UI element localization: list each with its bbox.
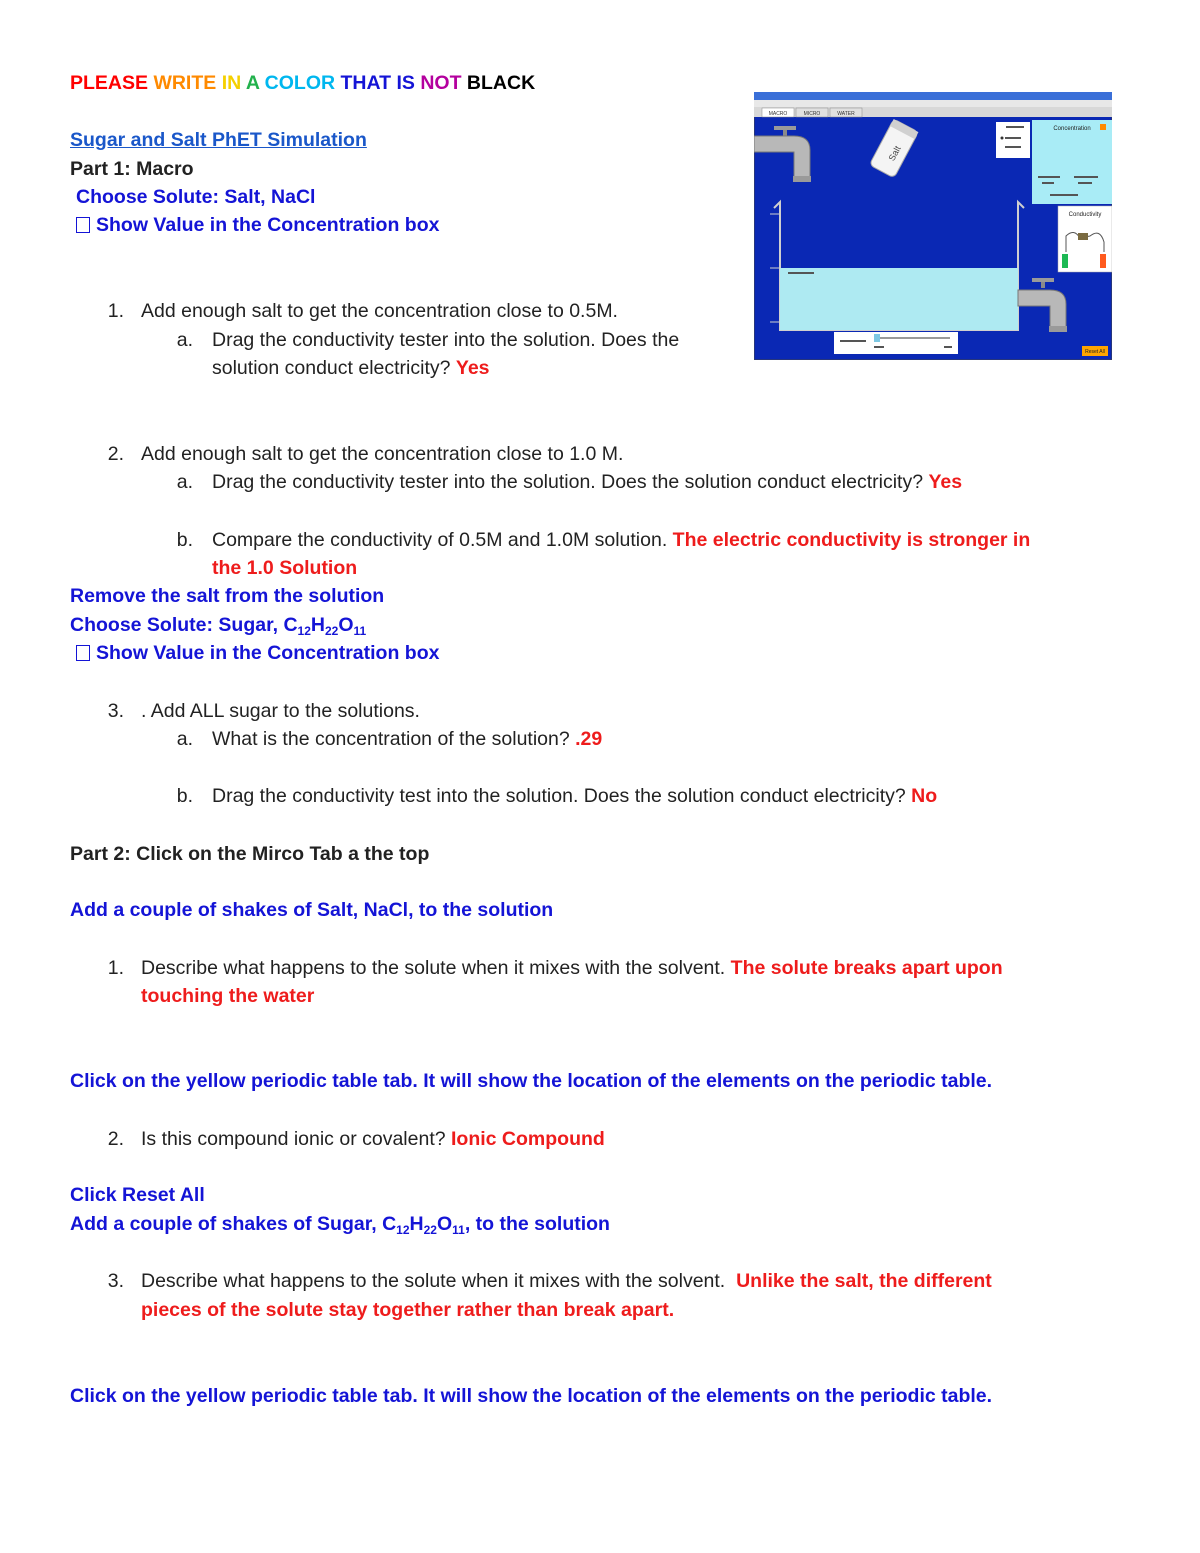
- solvent-slider: [834, 332, 958, 354]
- q1-number: 1.: [107, 300, 124, 322]
- p2q3-answer: Unlike the salt, the different: [736, 1270, 992, 1292]
- svg-text:Reset All: Reset All: [1085, 349, 1105, 355]
- header-word: COLOR: [264, 72, 341, 94]
- part2-heading: Part 2: Click on the Mirco Tab a the top: [70, 843, 430, 865]
- instruction-header: [70, 69, 535, 97]
- p2q2-answer: Ionic Compound: [451, 1128, 605, 1150]
- q3-number: 3.: [107, 700, 124, 722]
- q1-text: Add enough salt to get the concentration close to 0.5M.: [141, 300, 618, 322]
- p2q3-answer-cont: pieces of the solute stay together rather than break apart.: [141, 1299, 675, 1321]
- svg-text:WATER: WATER: [837, 111, 855, 117]
- q1a-label: a.: [176, 329, 193, 351]
- p2q1-text: Describe what happens to the solute when it mixes with the solvent. The solute breaks apart upon: [141, 957, 1003, 979]
- sim-title-bar: [754, 92, 1112, 100]
- q3a-text: What is the concentration of the solution? .29: [212, 728, 603, 750]
- q3b-label: b.: [176, 785, 193, 807]
- svg-text:MACRO: MACRO: [768, 111, 788, 117]
- periodic-table-instruction-2: Click on the yellow periodic table tab. It will show the location of the elements on the periodic table.: [70, 1385, 993, 1407]
- q2-number: 2.: [107, 443, 124, 465]
- q2a-answer: Yes: [928, 471, 963, 493]
- svg-text:Conductivity: Conductivity: [1068, 212, 1102, 218]
- document-title[interactable]: Sugar and Salt PhET Simulation: [70, 129, 367, 151]
- remove-salt-instruction: Remove the salt from the solution: [70, 585, 385, 607]
- header-word: THAT IS: [340, 72, 421, 94]
- p2q1-answer-cont: touching the water: [141, 985, 315, 1007]
- p2q1-answer: The solute breaks apart upon: [730, 957, 1003, 979]
- q2b-answer: The electric conductivity is stronger in: [672, 529, 1031, 551]
- q2b-text: Compare the conductivity of 0.5M and 1.0M solution. The electric conductivity is stronger in: [212, 529, 1031, 551]
- add-sugar-instruction: Add a couple of shakes of Sugar, $C_{12}H_{22}O_{11}$, to the solution: [70, 1213, 610, 1237]
- header-word: IN: [221, 72, 246, 94]
- reset-all-instruction: Click Reset All: [70, 1184, 205, 1206]
- q3a-label: a.: [176, 728, 193, 750]
- sim-menu-bar: [754, 100, 1112, 107]
- checkbox-icon: [76, 217, 90, 233]
- q3a-answer: .29: [575, 728, 603, 750]
- q2a-label: a.: [176, 471, 193, 493]
- p2q2-number: 2.: [107, 1128, 124, 1150]
- show-value-instruction-2: Show Value in the Concentration box: [76, 639, 439, 667]
- q1a-text-cont: solution conduct electricity? Yes: [212, 357, 490, 379]
- p2q1-number: 1.: [107, 957, 124, 979]
- p2q3-number: 3.: [107, 1270, 124, 1292]
- svg-text:Concentration: Concentration: [1053, 126, 1091, 132]
- show-value-instruction: Show Value in the Concentration box: [76, 211, 439, 239]
- solute-selector-box: [996, 122, 1030, 158]
- phet-simulation-screenshot: [754, 92, 1112, 360]
- choose-solute-sugar: Choose Solute: Sugar, $C_{12}H_{22}O_{11}$: [70, 614, 367, 638]
- conductivity-panel: [1058, 206, 1112, 272]
- p2q3-text: Describe what happens to the solute when it mixes with the solvent. Unlike the salt, the different: [141, 1270, 992, 1292]
- q3-text: . Add ALL sugar to the solutions.: [141, 700, 420, 722]
- reset-all-button: [1082, 346, 1108, 356]
- header-word: WRITE: [153, 72, 222, 94]
- choose-solute-salt: Choose Solute: Salt, NaCl: [76, 186, 316, 208]
- sim-tab-bar: [754, 107, 1112, 117]
- checkbox-icon: [76, 645, 90, 661]
- header-word: NOT: [420, 72, 467, 94]
- header-word: A: [245, 72, 265, 94]
- header-word: BLACK: [466, 72, 536, 94]
- q2-text: Add enough salt to get the concentration close to 1.0 M.: [141, 443, 624, 465]
- concentration-panel: [1032, 120, 1112, 204]
- add-salt-instruction: Add a couple of shakes of Salt, NaCl, to the solution: [70, 899, 554, 921]
- q2b-answer-cont: the 1.0 Solution: [212, 557, 358, 579]
- q3b-answer: No: [911, 785, 938, 807]
- p2q2-text: Is this compound ionic or covalent? Ionic Compound: [141, 1128, 605, 1150]
- periodic-table-instruction: Click on the yellow periodic table tab. It will show the location of the elements on the periodic table.: [70, 1070, 993, 1092]
- svg-text:Salt: Salt: [886, 144, 903, 163]
- svg-text:MICRO: MICRO: [803, 111, 821, 117]
- q1a-text: Drag the conductivity tester into the solution. Does the: [212, 329, 680, 351]
- q3b-text: Drag the conductivity test into the solution. Does the solution conduct electricity? No: [212, 785, 938, 807]
- q1a-answer: Yes: [455, 357, 490, 379]
- part1-heading: Part 1: Macro: [70, 158, 194, 180]
- q2a-text: Drag the conductivity tester into the solution. Does the solution conduct electricity? Yes: [212, 471, 963, 493]
- header-word: PLEASE: [70, 72, 154, 94]
- q2b-label: b.: [176, 529, 193, 551]
